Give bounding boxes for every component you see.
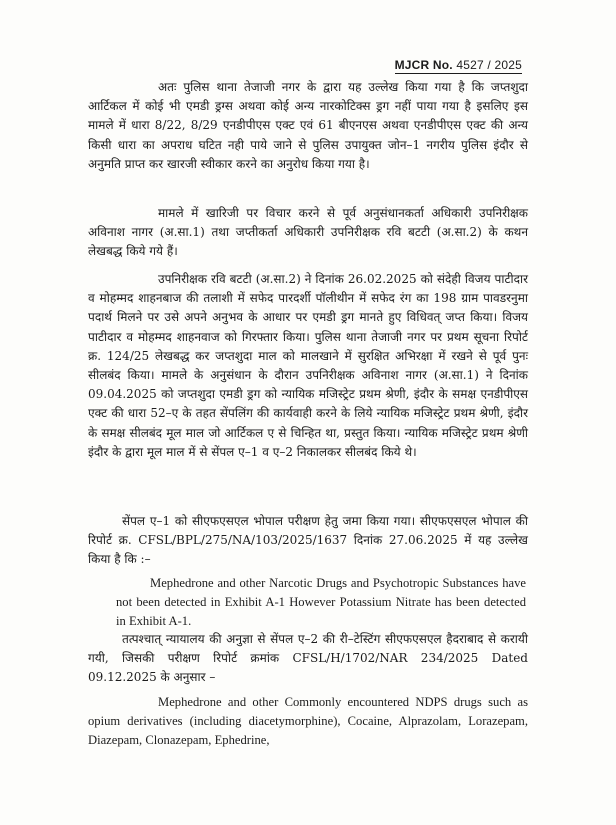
paragraph-text: सेंपल ए–1 को सीएफएसएल भोपाल परीक्षण हेतु जमा किया गया। सीएफएसएल भोपाल की रिपोर्ट क्र. CFSL/BPL/275/NA/103/2025/1637 दिनांक 27.06.2025 में यह उल्लेख किया है कि :– — [88, 514, 528, 567]
paragraph-text: अतः पुलिस थाना तेजाजी नगर के द्वारा यह उल्लेख किया गया है कि जप्तशुदा आर्टिकल में कोई भी एमडी ड्रग्स अथवा कोई अन्य नारकोटिक्स ड्रग नहीं पाया गया है इसलिए इस मामले में धारा 8/22, 8/29 एनडीपीएस एक्ट एवं 61 बीएनएस अथवा एनडीपीएस एक्ट की अन्य किसी धारा का अपराध घटित नही पाये जाने से पुलिस उपायुक्त जोन–1 नगरीय पुलिस इंदौर से अनुमति प्राप्त कर खारजी स्वीकार करने का अनुरोध किया गया है। — [88, 80, 528, 171]
quote-text: Mephedrone and other Commonly encountered NDPS drugs such as opium derivatives (including diacetymorphine), Cocaine, Alprazolam, Lorazepam, Diazepam, Clonazepam, Ephedrine, — [88, 695, 528, 747]
quote-text: Mephedrone and other Narcotic Drugs and Psychotropic Substances have not been detected in Exhibit A-1 However Potassium Nitrate has been detected in Exhibit A-1. — [116, 576, 526, 628]
case-reference-number: 4527 / 2025 — [456, 58, 522, 72]
quote-hyderabad-report — [88, 693, 528, 750]
paragraph-seizure-details — [88, 270, 528, 462]
paragraph-text: मामले में खारिजी पर विचार करने से पूर्व अनुसंधानकर्ता अधिकारी उपनिरीक्षक अविनाश नागर (अ.सा.1) तथा जप्तीकर्ता अधिकारी उपनिरीक्षक रवि बटटी (अ.सा.2) के कथन लेखबद्ध किये गये हैं। — [88, 206, 528, 259]
paragraph-text: तत्पश्चात् न्यायालय की अनुज्ञा से सेंपल ए–2 की री–टेस्टिंग सीएफएसएल हैदराबाद से करायी गयी, जिसकी परीक्षण रिपोर्ट क्रमांक CFSL/H/1702/NAR 234/2025 Dated 09.12.2025 के अनुसार – — [88, 632, 528, 685]
case-reference — [395, 58, 522, 72]
paragraph-cfsl-hyderabad — [88, 630, 528, 688]
case-reference-underline — [395, 73, 522, 74]
case-reference-label: MJCR No. — [394, 58, 453, 72]
paragraph-cfsl-bhopal — [88, 512, 528, 570]
paragraph-dismissal-request — [88, 78, 528, 174]
paragraph-text: उपनिरीक्षक रवि बटटी (अ.सा.2) ने दिनांक 26.02.2025 को संदेही विजय पाटीदार व मोहम्मद शाहनबाज की तलाशी में सफेद पारदर्शी पॉलीथीन में सफेद रंग का 198 ग्राम पावडरनुमा पदार्थ मिलने पर उसे अपने अनुभव के आधार पर एमडी ड्रग मानते हुए विधिवत् जप्त किया। विजय पाटीदार व मोहम्मद शाहनवाज को गिरफ्तार किया। पुलिस थाना तेजाजी नगर पर प्रथम सूचना रिपोर्ट क्र. 124/25 लेखबद्ध कर जप्तशुदा माल को मालखाने में सुरक्षित अभिरक्षा में रखने से पूर्व पुनः सीलबंद किया। मामले के अनुसंधान के दौरान उपनिरीक्षक अविनाश नागर (अ.सा.1) ने दिनांक 09.04.2025 को जप्तशुदा एमडी ड्रग को न्यायिक मजिस्ट्रेट प्रथम श्रेणी, इंदौर के समक्ष एनडीपीएस एक्ट की धारा 52–ए के तहत सेंपलिंग की कार्यवाही करने के लिये न्यायिक मजिस्ट्रेट प्रथम श्रेणी, इंदौर के समक्ष सीलबंद मूल माल जो आर्टिकल ए से चिन्हित था, प्रस्तुत किया। न्यायिक मजिस्ट्रेट प्रथम श्रेणी इंदौर के द्वारा मूल माल में से सेंपल ए–1 व ए–2 निकालकर सीलबंद किये थे। — [88, 272, 528, 459]
paragraph-statements — [88, 204, 528, 262]
quote-bhopal-report — [116, 574, 526, 631]
